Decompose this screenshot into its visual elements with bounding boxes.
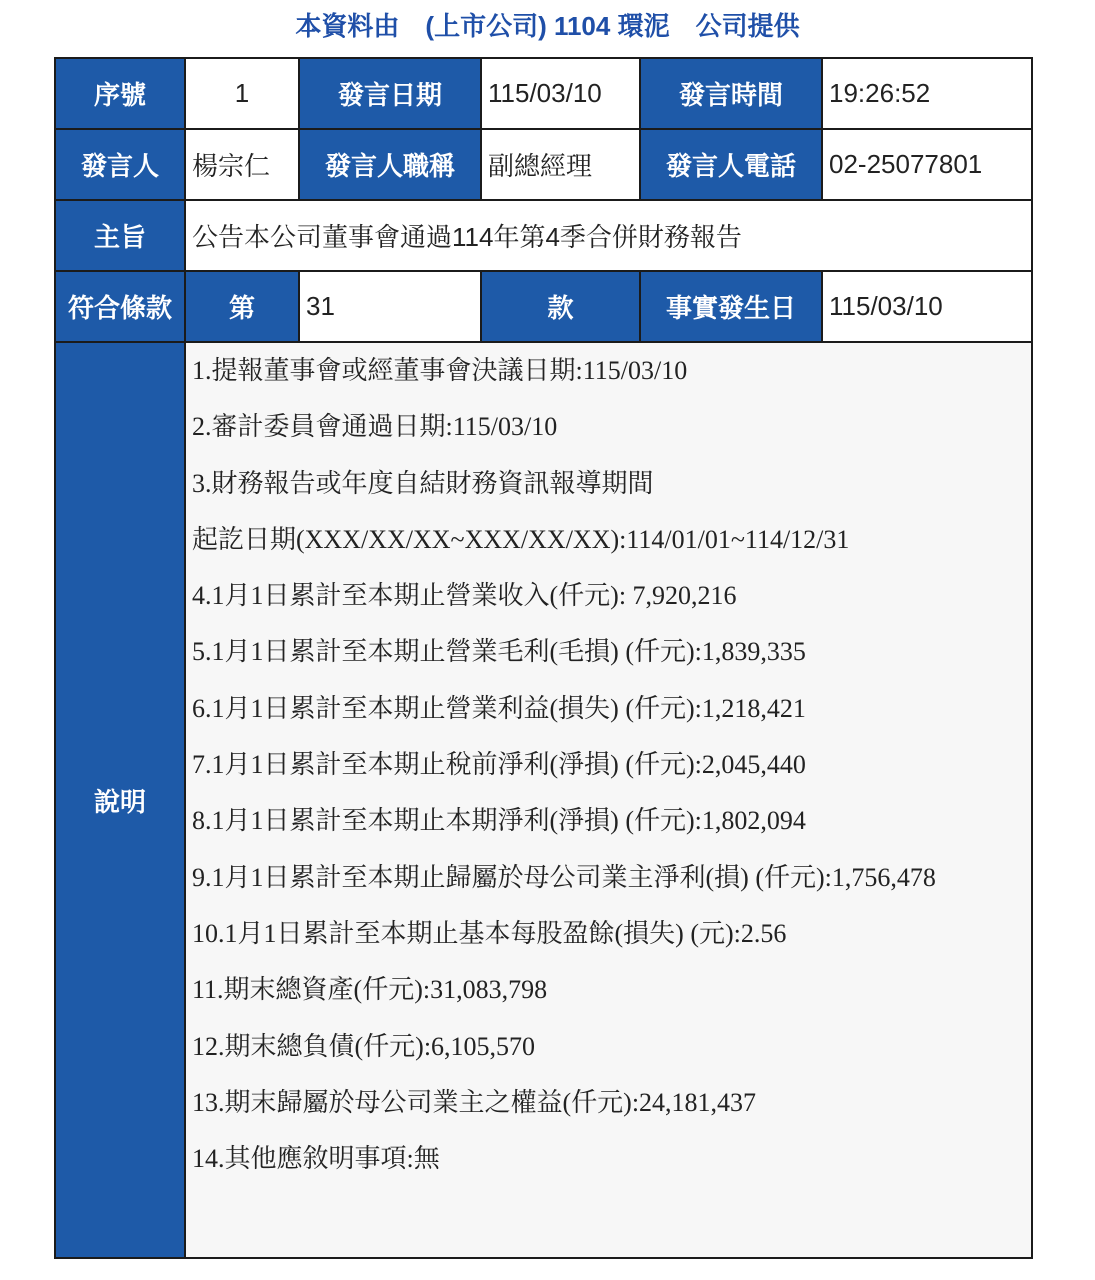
subject-label: 主旨 xyxy=(55,200,185,271)
clause-value: 31 xyxy=(299,271,481,342)
announcement-table xyxy=(54,57,1033,1259)
table-row xyxy=(55,342,1032,1258)
clause-prefix: 第 xyxy=(185,271,299,342)
description-line: 1.提報董事會或經董事會決議日期:115/03/10 xyxy=(192,356,688,385)
table-row xyxy=(55,58,1032,129)
page-title: 本資料由 (上市公司) 1104 環泥 公司提供 xyxy=(295,11,800,41)
date-value: 115/03/10 xyxy=(481,58,640,129)
speaker-title-value: 副總經理 xyxy=(481,129,640,200)
description-line: 4.1月1日累計至本期止營業收入(仟元): 7,920,216 xyxy=(192,581,737,611)
description-content xyxy=(185,342,1032,1258)
description-line: 8.1月1日累計至本期止本期淨利(淨損) (仟元):1,802,094 xyxy=(192,806,806,836)
table-row xyxy=(55,200,1032,271)
subject-value: 公告本公司董事會通過114年第4季合併財務報告 xyxy=(185,200,1032,271)
fact-date-label: 事實發生日 xyxy=(640,271,822,342)
description-line: 12.期末總負債(仟元):6,105,570 xyxy=(192,1031,536,1061)
description-line: 起訖日期(XXX/XX/XX~XXX/XX/XX):114/01/01~114/12/31 xyxy=(192,524,850,554)
time-value: 19:26:52 xyxy=(822,58,1032,129)
description-line: 10.1月1日累計至本期止基本每股盈餘(損失) (元):2.56 xyxy=(192,918,787,948)
time-label: 發言時間 xyxy=(640,58,822,129)
speaker-title-label: 發言人職稱 xyxy=(299,129,481,200)
speaker-phone-value: 02-25077801 xyxy=(822,129,1032,200)
speaker-phone-label: 發言人電話 xyxy=(640,129,822,200)
fact-date-value: 115/03/10 xyxy=(822,271,1032,342)
table-row xyxy=(55,129,1032,200)
description-line: 13.期末歸屬於母公司業主之權益(仟元):24,181,437 xyxy=(192,1087,757,1117)
description-line: 6.1月1日累計至本期止營業利益(損失) (仟元):1,218,421 xyxy=(192,693,806,723)
description-line: 7.1月1日累計至本期止稅前淨利(淨損) (仟元):2,045,440 xyxy=(192,750,806,780)
speaker-value: 楊宗仁 xyxy=(185,129,299,200)
table-row xyxy=(55,271,1032,342)
description-line: 3.財務報告或年度自結財務資訊報導期間 xyxy=(192,468,654,498)
date-label: 發言日期 xyxy=(299,58,481,129)
speaker-label: 發言人 xyxy=(55,129,185,200)
description-label: 說明 xyxy=(55,342,185,1258)
clause-suffix: 款 xyxy=(481,271,640,342)
description-line: 9.1月1日累計至本期止歸屬於母公司業主淨利(損) (仟元):1,756,478 xyxy=(192,862,936,892)
description-line: 14.其他應敘明事項:無 xyxy=(192,1144,440,1174)
description-line: 2.審計委員會通過日期:115/03/10 xyxy=(192,412,558,442)
description-line: 11.期末總資產(仟元):31,083,798 xyxy=(192,975,548,1005)
description-line: 5.1月1日累計至本期止營業毛利(毛損) (仟元):1,839,335 xyxy=(192,637,806,667)
clause-label: 符合條款 xyxy=(55,271,185,342)
seq-label: 序號 xyxy=(55,58,185,129)
seq-value: 1 xyxy=(185,58,299,129)
